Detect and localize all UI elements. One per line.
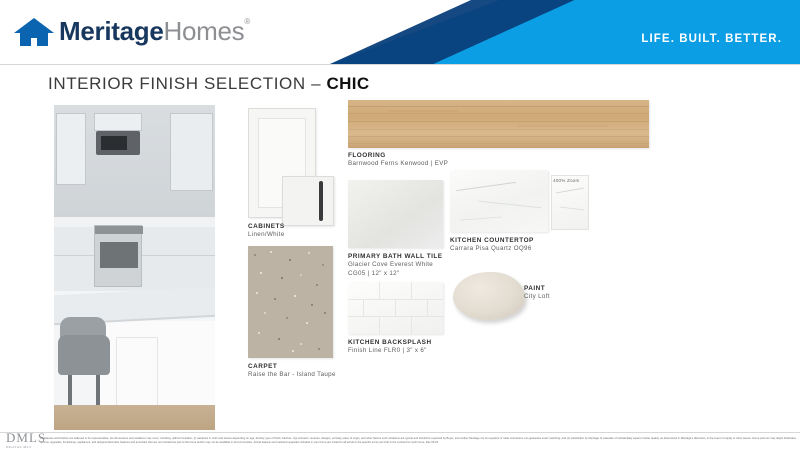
flooring-plank-sample: [348, 100, 649, 148]
brand-wordmark: [59, 18, 250, 46]
brand-trademark: ®: [244, 17, 250, 26]
watermark: [6, 430, 46, 449]
bath-tile-caption-sub-2: CG05 | 12" x 12": [348, 270, 400, 278]
flooring-caption-sub: Barnwood Ferns Kenwood | EVP: [348, 160, 449, 168]
brand-logo: [14, 16, 250, 46]
bath-tile-caption: [348, 252, 448, 279]
page-title: [48, 74, 370, 94]
brand-tagline: LIFE. BUILT. BETTER.: [641, 33, 782, 45]
carpet-caption-sub: Raise the Bar - Island Taupe: [248, 371, 336, 379]
page-title-prefix: INTERIOR FINISH SELECTION –: [48, 74, 327, 93]
backsplash-caption-title: KITCHEN BACKSPLASH: [348, 339, 432, 346]
carpet-sample: [248, 246, 333, 358]
cabinet-pull-hardware: [319, 181, 323, 221]
brand-name-light: Homes: [163, 16, 245, 46]
watermark-text: DMLS: [6, 430, 47, 445]
kitchen-countertop-sample: [450, 170, 548, 232]
paint-caption-sub: City Loft: [524, 293, 550, 301]
cabinets-caption-sub: Linen/White: [248, 231, 285, 239]
backsplash-caption-sub: Finish Line FLR0 | 3" x 6": [348, 347, 427, 355]
countertop-caption: [450, 236, 560, 254]
paint-swatch-blob: [453, 272, 525, 320]
page-title-scheme: CHIC: [326, 74, 370, 93]
brand-name-bold: Meritage: [59, 16, 164, 46]
flooring-caption: [348, 151, 548, 169]
countertop-caption-title: KITCHEN COUNTERTOP: [450, 237, 534, 244]
backsplash-caption: [348, 338, 458, 356]
countertop-zoom-swatch: [551, 175, 589, 230]
house-icon: [14, 16, 54, 46]
legal-disclaimer: All features and finishes are believed to be representative, but dimensions and variations may occur, including, without limitation, (i) variations in color and texture depending on age, density, type of finish, batches, dye inclusion, textures, designs, porosity, place of origin, and other factors such variations are typical and should be expected by Buyer, and neither Meritage nor its suppliers or trade contractors can guarantee exact matching; and (ii) substitution by Meritage of materials of substantially equal or better quality, as determined in Meritage's discretion, in the event of supply or other issues. Home pictures may depict illustrative options, upgrades, furnishings, appliances, and designer/decorator features and amenities that are not included as part of the home and/or may not be available in all communities. Actual features and selected upgrades included in your home are limited to all words to the specific terms set forth in the contract for such home. Rev 01/23: [40, 437, 796, 445]
cabinets-caption-title: CABINETS: [248, 223, 285, 230]
watermark-subtext: DIGITAL MLS: [6, 445, 32, 449]
footer-divider: [0, 432, 800, 433]
page-header: [0, 0, 800, 64]
paint-caption-title: PAINT: [524, 285, 546, 292]
bath-wall-tile-sample: [348, 180, 443, 248]
kitchen-interior-photo: [54, 105, 215, 430]
countertop-caption-sub: Carrara Pisa Quartz OQ96: [450, 245, 532, 253]
countertop-zoom-label: 400% Zoom: [553, 178, 580, 183]
cabinet-drawer-sample: [282, 176, 334, 226]
flooring-caption-title: FLOORING: [348, 152, 386, 159]
bath-tile-caption-sub-1: Glacier Cove Everest White: [348, 261, 434, 269]
carpet-caption-title: CARPET: [248, 363, 278, 370]
carpet-caption: [248, 362, 348, 380]
kitchen-backsplash-sample: [348, 282, 443, 334]
header-divider: [0, 64, 800, 65]
paint-caption: [524, 284, 604, 302]
bath-tile-caption-title: PRIMARY BATH WALL TILE: [348, 253, 443, 260]
cabinets-caption: [248, 222, 328, 240]
